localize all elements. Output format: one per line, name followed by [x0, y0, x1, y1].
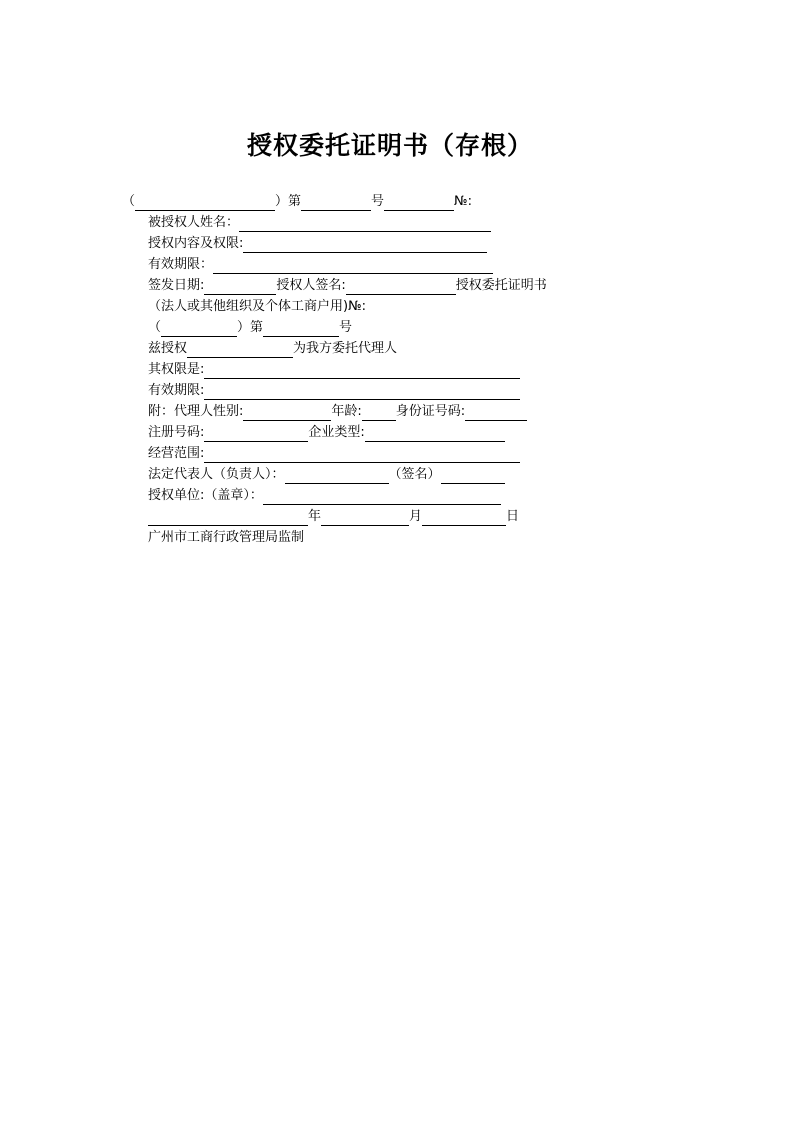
- agent-role-text: 为我方委托代理人: [293, 341, 398, 356]
- row-business-scope: [148, 445, 520, 463]
- number-blank[interactable]: [301, 195, 371, 211]
- grantor-signature-blank[interactable]: [346, 279, 456, 295]
- sub-prefix-blank[interactable]: [161, 321, 237, 337]
- di-label: ）第: [237, 320, 264, 335]
- sub-number-blank[interactable]: [263, 321, 339, 337]
- enterprise-type-blank[interactable]: [365, 426, 505, 442]
- row-grantee-name: [148, 214, 491, 232]
- signature-label: （签名）: [388, 467, 441, 482]
- agent-age-label: 年龄:: [331, 404, 362, 419]
- authorization-scope-label: 授权内容及权限:: [148, 236, 244, 251]
- hao-label: 号: [371, 194, 385, 209]
- enterprise-type-label: 企业类型:: [308, 425, 365, 440]
- signature-blank[interactable]: [441, 468, 505, 484]
- row-validity-period-2: [148, 382, 520, 400]
- row-authorizing-unit: [148, 487, 501, 505]
- authorizing-unit-blank[interactable]: [263, 489, 501, 505]
- legal-representative-label: 法定代表人（负责人）：: [148, 467, 285, 482]
- legal-representative-blank[interactable]: [285, 468, 389, 484]
- month-label: 月: [409, 509, 423, 524]
- business-scope-blank[interactable]: [204, 447, 520, 463]
- authority-label: 其权限是:: [148, 362, 205, 377]
- agent-name-blank[interactable]: [187, 342, 293, 358]
- grantor-signature-label: 授权人签名:: [276, 278, 346, 293]
- row-issuer: [148, 529, 304, 547]
- agent-id-label: 身份证号码:: [395, 404, 466, 419]
- registration-number-blank[interactable]: [204, 426, 308, 442]
- document-title: 授权委托证明书（存根）: [246, 131, 533, 160]
- row-date: [148, 508, 519, 526]
- agent-gender-label: 附：代理人性别:: [148, 404, 244, 419]
- numero-label: №:: [454, 194, 472, 209]
- prefix-blank[interactable]: [135, 195, 275, 211]
- issue-date-label: 签发日期:: [148, 278, 205, 293]
- year-label: 年: [308, 509, 322, 524]
- authorization-scope-blank[interactable]: [243, 237, 487, 253]
- agent-gender-blank[interactable]: [243, 405, 331, 421]
- row-subtitle: [148, 298, 366, 316]
- grantee-name-label: 被授权人姓名：: [148, 215, 240, 230]
- validity-period-2-label: 有效期限:: [148, 383, 205, 398]
- issue-date-blank[interactable]: [204, 279, 276, 295]
- validity-period-label: 有效期限：: [148, 257, 214, 272]
- row-certificate-number: [122, 193, 472, 211]
- hereby-authorize-label: 兹授权: [148, 341, 188, 356]
- day-label: 日: [506, 509, 520, 524]
- agent-age-blank[interactable]: [362, 405, 396, 421]
- serial-blank[interactable]: [384, 195, 454, 211]
- certificate-heading: 授权委托证明书: [455, 278, 547, 293]
- row-sub-number: [148, 319, 352, 337]
- validity-period-blank[interactable]: [213, 258, 493, 274]
- row-authorization-scope: [148, 235, 487, 253]
- row-authority: [148, 361, 520, 379]
- row-issue-date: [148, 277, 547, 295]
- open-paren: （: [122, 194, 136, 209]
- di-label: ）第: [275, 194, 302, 209]
- open-paren: （: [148, 320, 162, 335]
- row-hereby-authorize: [148, 340, 397, 358]
- day-blank[interactable]: [422, 510, 506, 526]
- subtitle-text: （法人或其他组织及个体工商户用)№:: [148, 299, 366, 314]
- agent-id-blank[interactable]: [465, 405, 527, 421]
- row-agent-details: [148, 403, 527, 421]
- authority-blank[interactable]: [204, 363, 520, 379]
- authorizing-unit-label: 授权单位:（盖章）：: [148, 488, 263, 503]
- row-legal-representative: [148, 466, 505, 484]
- registration-number-label: 注册号码:: [148, 425, 205, 440]
- issuer-text: 广州市工商行政管理局监制: [148, 530, 305, 545]
- validity-period-2-blank[interactable]: [204, 384, 520, 400]
- grantee-name-blank[interactable]: [239, 216, 491, 232]
- business-scope-label: 经营范围:: [148, 446, 205, 461]
- month-blank[interactable]: [321, 510, 409, 526]
- row-validity-period: [148, 256, 493, 274]
- row-registration: [148, 424, 505, 442]
- hao-label: 号: [339, 320, 353, 335]
- year-blank[interactable]: [148, 510, 308, 526]
